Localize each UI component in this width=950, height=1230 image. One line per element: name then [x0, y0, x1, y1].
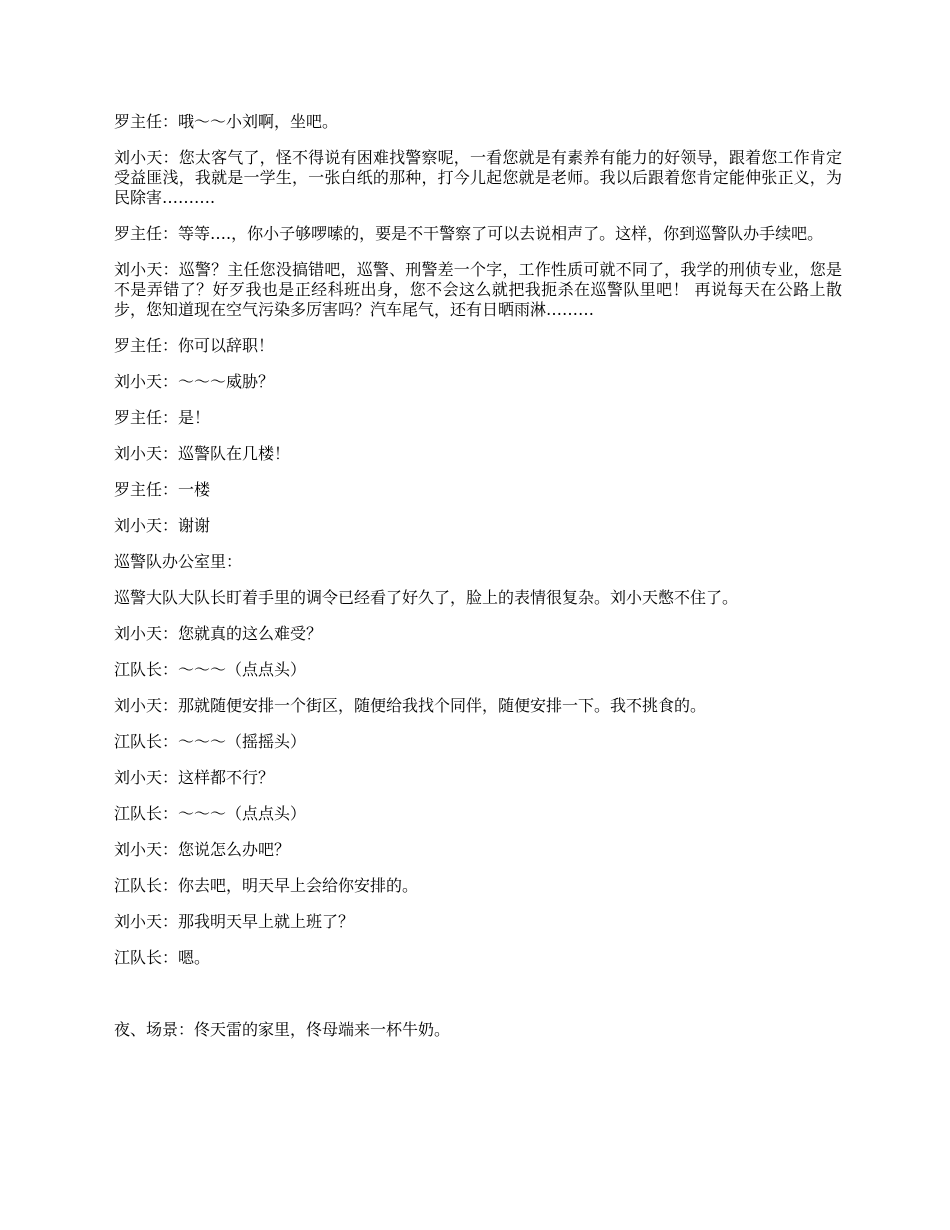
dialogue-line: 刘小天：谢谢: [114, 516, 211, 535]
scene-location-line: 巡警队办公室里：: [114, 552, 243, 571]
dialogue-line: 罗主任：你可以辞职！: [114, 336, 275, 355]
dialogue-line: 刘小天：那就随便安排一个街区，随便给我找个同伴，随便安排一下。我不挑食的。: [114, 696, 707, 715]
dialogue-line: 刘小天：您就真的这么难受？: [114, 624, 323, 643]
section-gap: [114, 984, 842, 1020]
dialogue-line: 江队长：嗯。: [114, 948, 211, 967]
dialogue-line: 刘小天：您太客气了，怪不得说有困难找警察呢，一看您就是有素养有能力的好领导，跟着您工作肯定受益匪浅，我就是一学生，一张白纸的那种，打今儿起您就是老师。我以后跟着您肯定能伸张正义，为民除害……….: [114, 148, 842, 207]
dialogue-line: 罗主任：一楼: [114, 480, 211, 499]
dialogue-line: 江队长：～～～（摇摇头）: [114, 732, 307, 751]
dialogue-line: 江队长：～～～（点点头）: [114, 660, 307, 679]
dialogue-line: 刘小天：您说怎么办吧？: [114, 840, 291, 859]
dialogue-line: 刘小天：巡警队在几楼！: [114, 444, 291, 463]
narration-line: 巡警大队大队长盯着手里的调令已经看了好久了，脸上的表情很复杂。刘小天憋不住了。: [114, 588, 739, 607]
scene-heading: 夜、场景：佟天雷的家里，佟母端来一杯牛奶。: [114, 1020, 451, 1039]
dialogue-line: 罗主任：等等….，你小子够啰嗦的，要是不干警察了可以去说相声了。这样，你到巡警队办手续吧。: [114, 224, 824, 243]
dialogue-line: 刘小天：巡警？主任您没搞错吧，巡警、刑警差一个字，工作性质可就不同了，我学的刑侦专业，您是不是弄错了？好歹我也是正经科班出身，您不会这么就把我扼杀在巡警队里吧！ 再说每天在公路上散步，您知道现在空气污染多厉害吗？汽车尾气，还有日晒雨淋………: [114, 260, 842, 319]
dialogue-line: 江队长：你去吧，明天早上会给你安排的。: [114, 876, 419, 895]
dialogue-line: 刘小天：这样都不行？: [114, 768, 275, 787]
dialogue-line: 刘小天：那我明天早上就上班了？: [114, 912, 355, 931]
document-page: [114, 112, 842, 1056]
dialogue-line: 罗主任：是！: [114, 408, 211, 427]
dialogue-line: 罗主任：哦～～小刘啊，坐吧。: [114, 112, 339, 131]
dialogue-line: 江队长：～～～（点点头）: [114, 804, 307, 823]
dialogue-line: 刘小天：～～～威胁？: [114, 372, 275, 391]
